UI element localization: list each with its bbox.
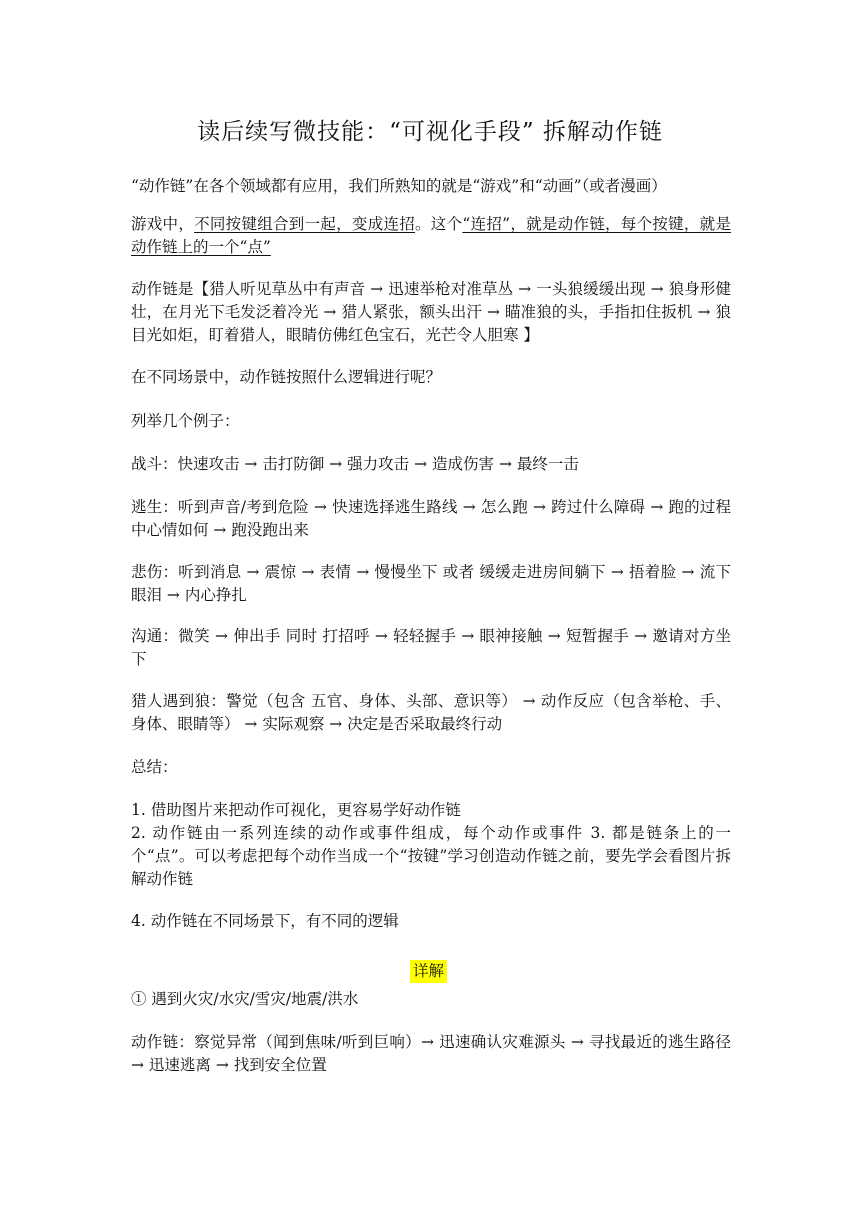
- example-escape: 逃生：听到声音/考到危险 → 快速选择逃生路线 → 怎么跑 → 跨过什么障碍 → 跑的过程中心情如何 → 跑没跑出来: [131, 498, 731, 539]
- summary-label: 总结：: [131, 758, 178, 776]
- game-text-mid: 。这个: [415, 215, 463, 233]
- summary-item-1: 1. 借助图片来把动作可视化，更容易学好动作链: [131, 801, 461, 819]
- examples-intro: 列举几个例子：: [131, 412, 240, 430]
- detail-highlight-label: 详解: [410, 960, 447, 983]
- example-communication: 沟通：微笑 → 伸出手 同时 打招呼 → 轻轻握手 → 眼神接触 → 短暂握手 → 邀请对方坐下: [131, 627, 731, 668]
- case-1-chain: 动作链：察觉异常（闻到焦味/听到巨响）→ 迅速确认灾难源头 → 寻找最近的逃生路径 → 迅速逃离 → 找到安全位置: [131, 1033, 731, 1074]
- game-underlined-2: “连招”，就是动作链，每个按键，就是动作链上的一个“点”: [131, 215, 731, 256]
- game-text-pre: 游戏中，: [131, 215, 195, 233]
- question-paragraph: 在不同场景中，动作链按照什么逻辑进行呢？: [131, 368, 442, 386]
- summary-item-2: 2. 动作链由一系列连续的动作或事件组成，每个动作或事件 3. 都是链条上的一个“点”。可以考虑把每个动作当成一个“按键”学习创造动作链之前，要先学会看图片拆解动作链: [131, 824, 731, 888]
- game-paragraph: [131, 213, 731, 259]
- example-battle: 战斗：快速攻击 → 击打防御 → 强力攻击 → 造成伤害 → 最终一击: [131, 455, 579, 473]
- game-underlined-1: 不同按键组合到一起，变成连招: [194, 215, 416, 233]
- case-1-heading: ① 遇到火灾/水灾/雪灾/地震/洪水: [131, 990, 359, 1008]
- example-hunter-wolf: 猎人遇到狼：警觉（包含 五官、身体、头部、意识等） → 动作反应（包含举枪、手、身体、眼睛等） → 实际观察 → 决定是否采取最终行动: [131, 692, 731, 733]
- example-sadness: 悲伤：听到消息 → 震惊 → 表情 → 慢慢坐下 或者 缓缓走进房间躺下 → 捂着脸 → 流下眼泪 → 内心挣扎: [131, 563, 731, 604]
- page-title: 读后续写微技能：“可视化手段” 拆解动作链: [197, 119, 663, 145]
- summary-item-4: 4. 动作链在不同场景下，有不同的逻辑: [131, 912, 399, 930]
- chain-example-paragraph: 动作链是【猎人听见草丛中有声音 → 迅速举枪对准草丛 → 一头狼缓缓出现 → 狼身形健壮，在月光下毛发泛着冷光 → 猎人紧张，额头出汗 → 瞄准狼的头，手指扣住扳机 → 狼目光如炬，盯着猎人，眼睛仿佛红色宝石，光芒令人胆寒 】: [131, 280, 731, 344]
- intro-paragraph: “动作链”在各个领域都有应用，我们所熟知的就是“游戏”和“动画”（或者漫画）: [131, 177, 667, 195]
